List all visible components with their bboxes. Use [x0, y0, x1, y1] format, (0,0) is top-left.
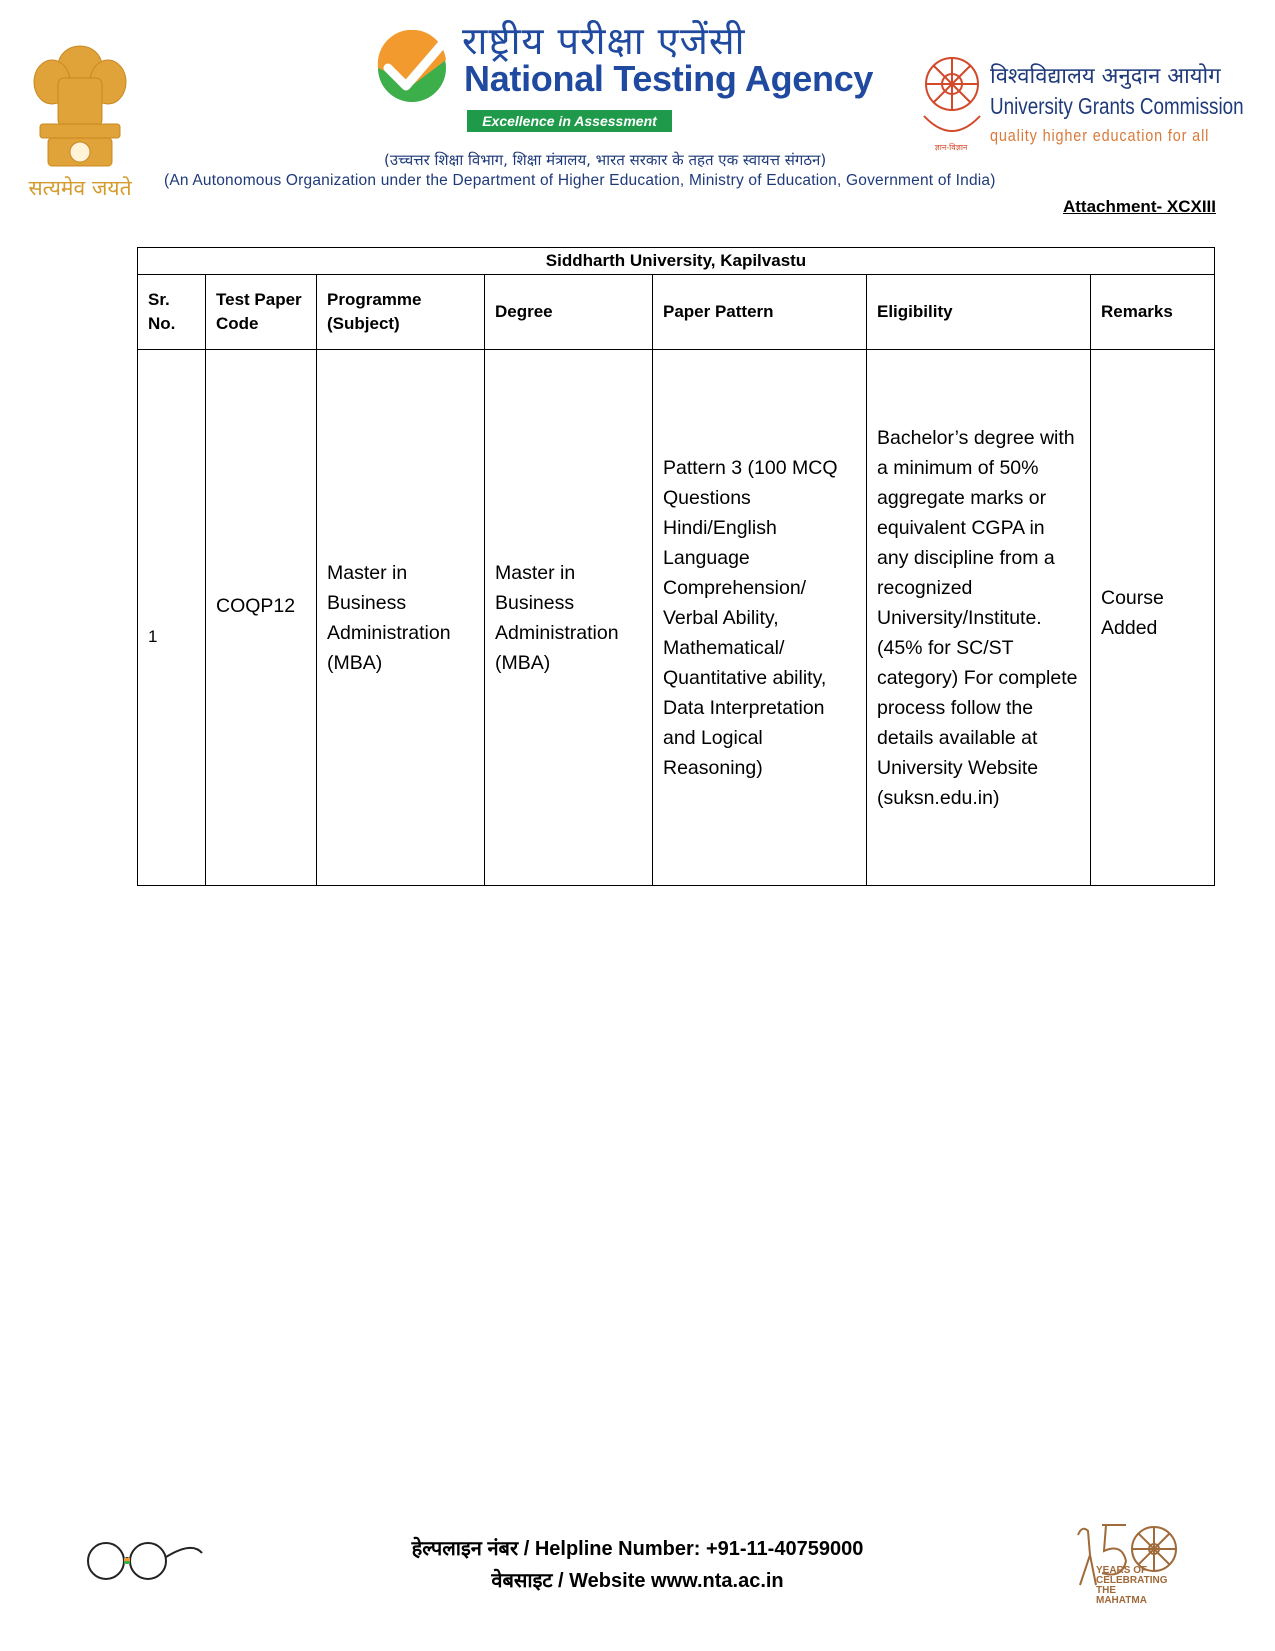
table-title: Siddharth University, Kapilvastu	[138, 248, 1215, 275]
header-eligibility: Eligibility	[867, 275, 1091, 350]
header-degree: Degree	[485, 275, 653, 350]
cell-sr-no: 1	[138, 350, 206, 886]
emblem-motto: सत्यमेव जयते	[28, 176, 132, 200]
national-emblem	[22, 38, 138, 203]
table-row	[138, 350, 1215, 886]
svg-text:ज्ञान-विज्ञान: ज्ञान-विज्ञान	[934, 143, 968, 152]
subtitle-hindi: (उच्चत्तर शिक्षा विभाग, शिक्षा मंत्रालय, भारत सरकार के तहत एक स्वायत्त संगठन)	[384, 151, 827, 169]
cell-paper-pattern: Pattern 3 (100 MCQ Questions Hindi/English Language Comprehension/ Verbal Ability, Mathematical/ Quantitative ability, Data Interpretation and Logical Reasoning)	[653, 350, 867, 886]
cell-programme: Master in Business Administration (MBA)	[317, 350, 485, 886]
nta-english-name: National Testing Agency	[464, 58, 874, 99]
ashoka-emblem-icon	[22, 38, 138, 174]
header-programme: Programme (Subject)	[317, 275, 485, 350]
nta-tagline: Excellence in Assessment	[467, 110, 672, 132]
table-header-row	[138, 275, 1215, 350]
mahatma-caption: YEARS OF CELEBRATING THE MAHATMA	[1096, 1565, 1168, 1606]
cell-eligibility: Bachelor’s degree with a minimum of 50% aggregate marks or equivalent CGPA in any discipline from a recognized University/Institute. (45% for SC/ST category) For complete process follow the details available at University Website (suksn.edu.in)	[867, 350, 1091, 886]
website-text: वेबसाइट / Website www.nta.ac.in	[491, 1570, 784, 1592]
header-sr-no: Sr. No.	[138, 275, 206, 350]
header-test-paper-code: Test Paper Code	[206, 275, 317, 350]
helpline-number: हेल्पलाइन नंबर / Helpline Number: +91-11-40759000	[411, 1538, 864, 1560]
course-table	[137, 247, 1215, 886]
subtitle-english: (An Autonomous Organization under the Department of Higher Education, Ministry of Education, Government of India)	[164, 172, 996, 189]
header-paper-pattern: Paper Pattern	[653, 275, 867, 350]
nta-checkmark-logo-icon	[374, 30, 450, 106]
ugc-logo-icon	[920, 46, 982, 156]
header-remarks: Remarks	[1091, 275, 1215, 350]
ugc-tagline: quality higher education for all	[990, 126, 1210, 145]
cell-test-paper-code: COQP12	[206, 350, 317, 886]
ugc-hindi-name: विश्वविद्यालय अनुदान आयोग	[990, 64, 1221, 89]
nta-hindi-name: राष्ट्रीय परीक्षा एजेंसी	[462, 19, 746, 63]
cell-remarks: Course Added	[1091, 350, 1215, 886]
cell-degree: Master in Business Administration (MBA)	[485, 350, 653, 886]
attachment-label: Attachment- XCXIII	[1062, 197, 1216, 216]
ugc-english-name: University Grants Commission	[990, 93, 1244, 119]
